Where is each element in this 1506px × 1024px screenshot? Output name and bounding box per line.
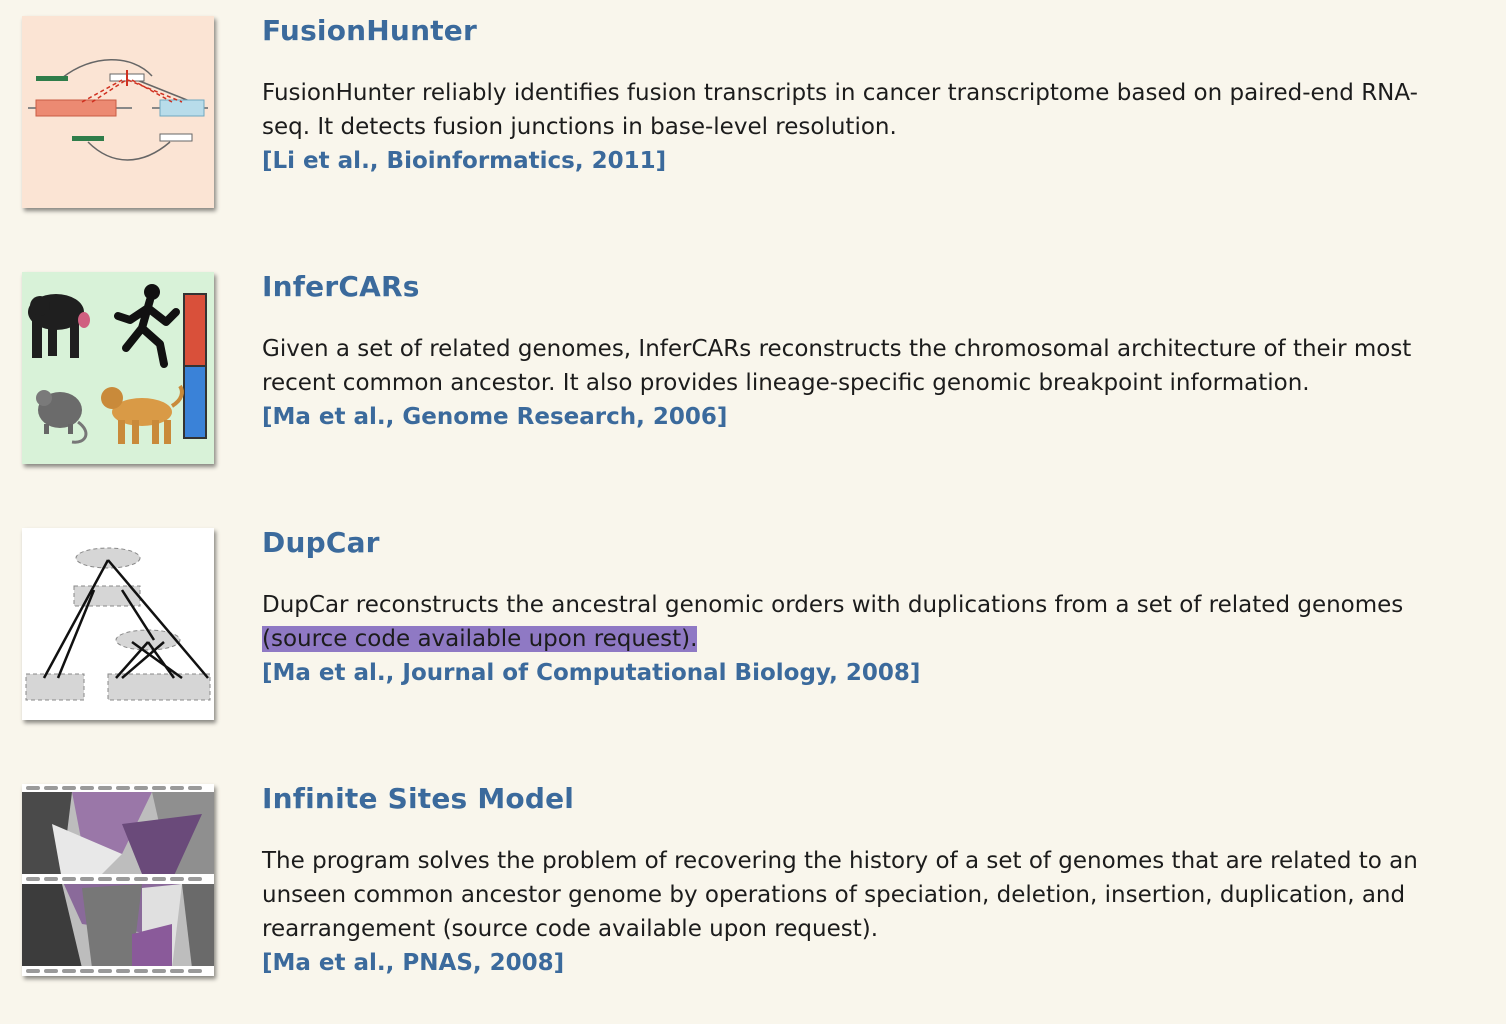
species-chromosome-illustration-icon[interactable] bbox=[22, 272, 214, 464]
tool-description bbox=[262, 588, 1462, 690]
tool-title-link[interactable]: DupCar bbox=[262, 526, 380, 559]
highlighted-text-selection[interactable]: (source code available upon request). bbox=[262, 626, 698, 652]
tool-description-text: DupCar reconstructs the ancestral genomic orders with duplications from a set of related genomes bbox=[262, 592, 1404, 618]
tool-title-link[interactable]: FusionHunter bbox=[262, 14, 477, 47]
tool-description-text: Given a set of related genomes, InferCARs reconstructs the chromosomal architecture of their most recent common ancestor. It also provides lineage-specific genomic breakpoint information. bbox=[262, 336, 1412, 396]
citation-link[interactable]: [Li et al., Bioinformatics, 2011] bbox=[262, 148, 667, 174]
tool-entry-infinite-sites-model bbox=[0, 768, 1506, 1024]
genome-alignment-ribbons-icon[interactable] bbox=[22, 784, 214, 976]
tool-entry-dupcar bbox=[0, 512, 1506, 768]
tool-entry-fusionhunter bbox=[0, 0, 1506, 256]
phylogenetic-tree-diagram-icon[interactable] bbox=[22, 528, 214, 720]
tool-description-text: FusionHunter reliably identifies fusion transcripts in cancer transcriptome based on paired-end RNA-seq. It detects fusion junctions in base-level resolution. bbox=[262, 80, 1418, 140]
citation-link[interactable]: [Ma et al., Journal of Computational Biology, 2008] bbox=[262, 660, 921, 686]
tool-description bbox=[262, 844, 1462, 980]
citation-link[interactable]: [Ma et al., Genome Research, 2006] bbox=[262, 404, 728, 430]
tool-entry-infercars bbox=[0, 256, 1506, 512]
fusion-transcript-diagram-icon[interactable] bbox=[22, 16, 214, 208]
citation-link[interactable]: [Ma et al., PNAS, 2008] bbox=[262, 950, 565, 976]
tool-description-text: The program solves the problem of recovering the history of a set of genomes that are related to an unseen common ancestor genome by operations of speciation, deletion, insertion, duplication, and rearrangement (source code available upon request). bbox=[262, 848, 1418, 942]
tool-title-link[interactable]: InferCARs bbox=[262, 270, 420, 303]
tool-description bbox=[262, 76, 1462, 178]
tool-description bbox=[262, 332, 1462, 434]
tool-title-link[interactable]: Infinite Sites Model bbox=[262, 782, 575, 815]
